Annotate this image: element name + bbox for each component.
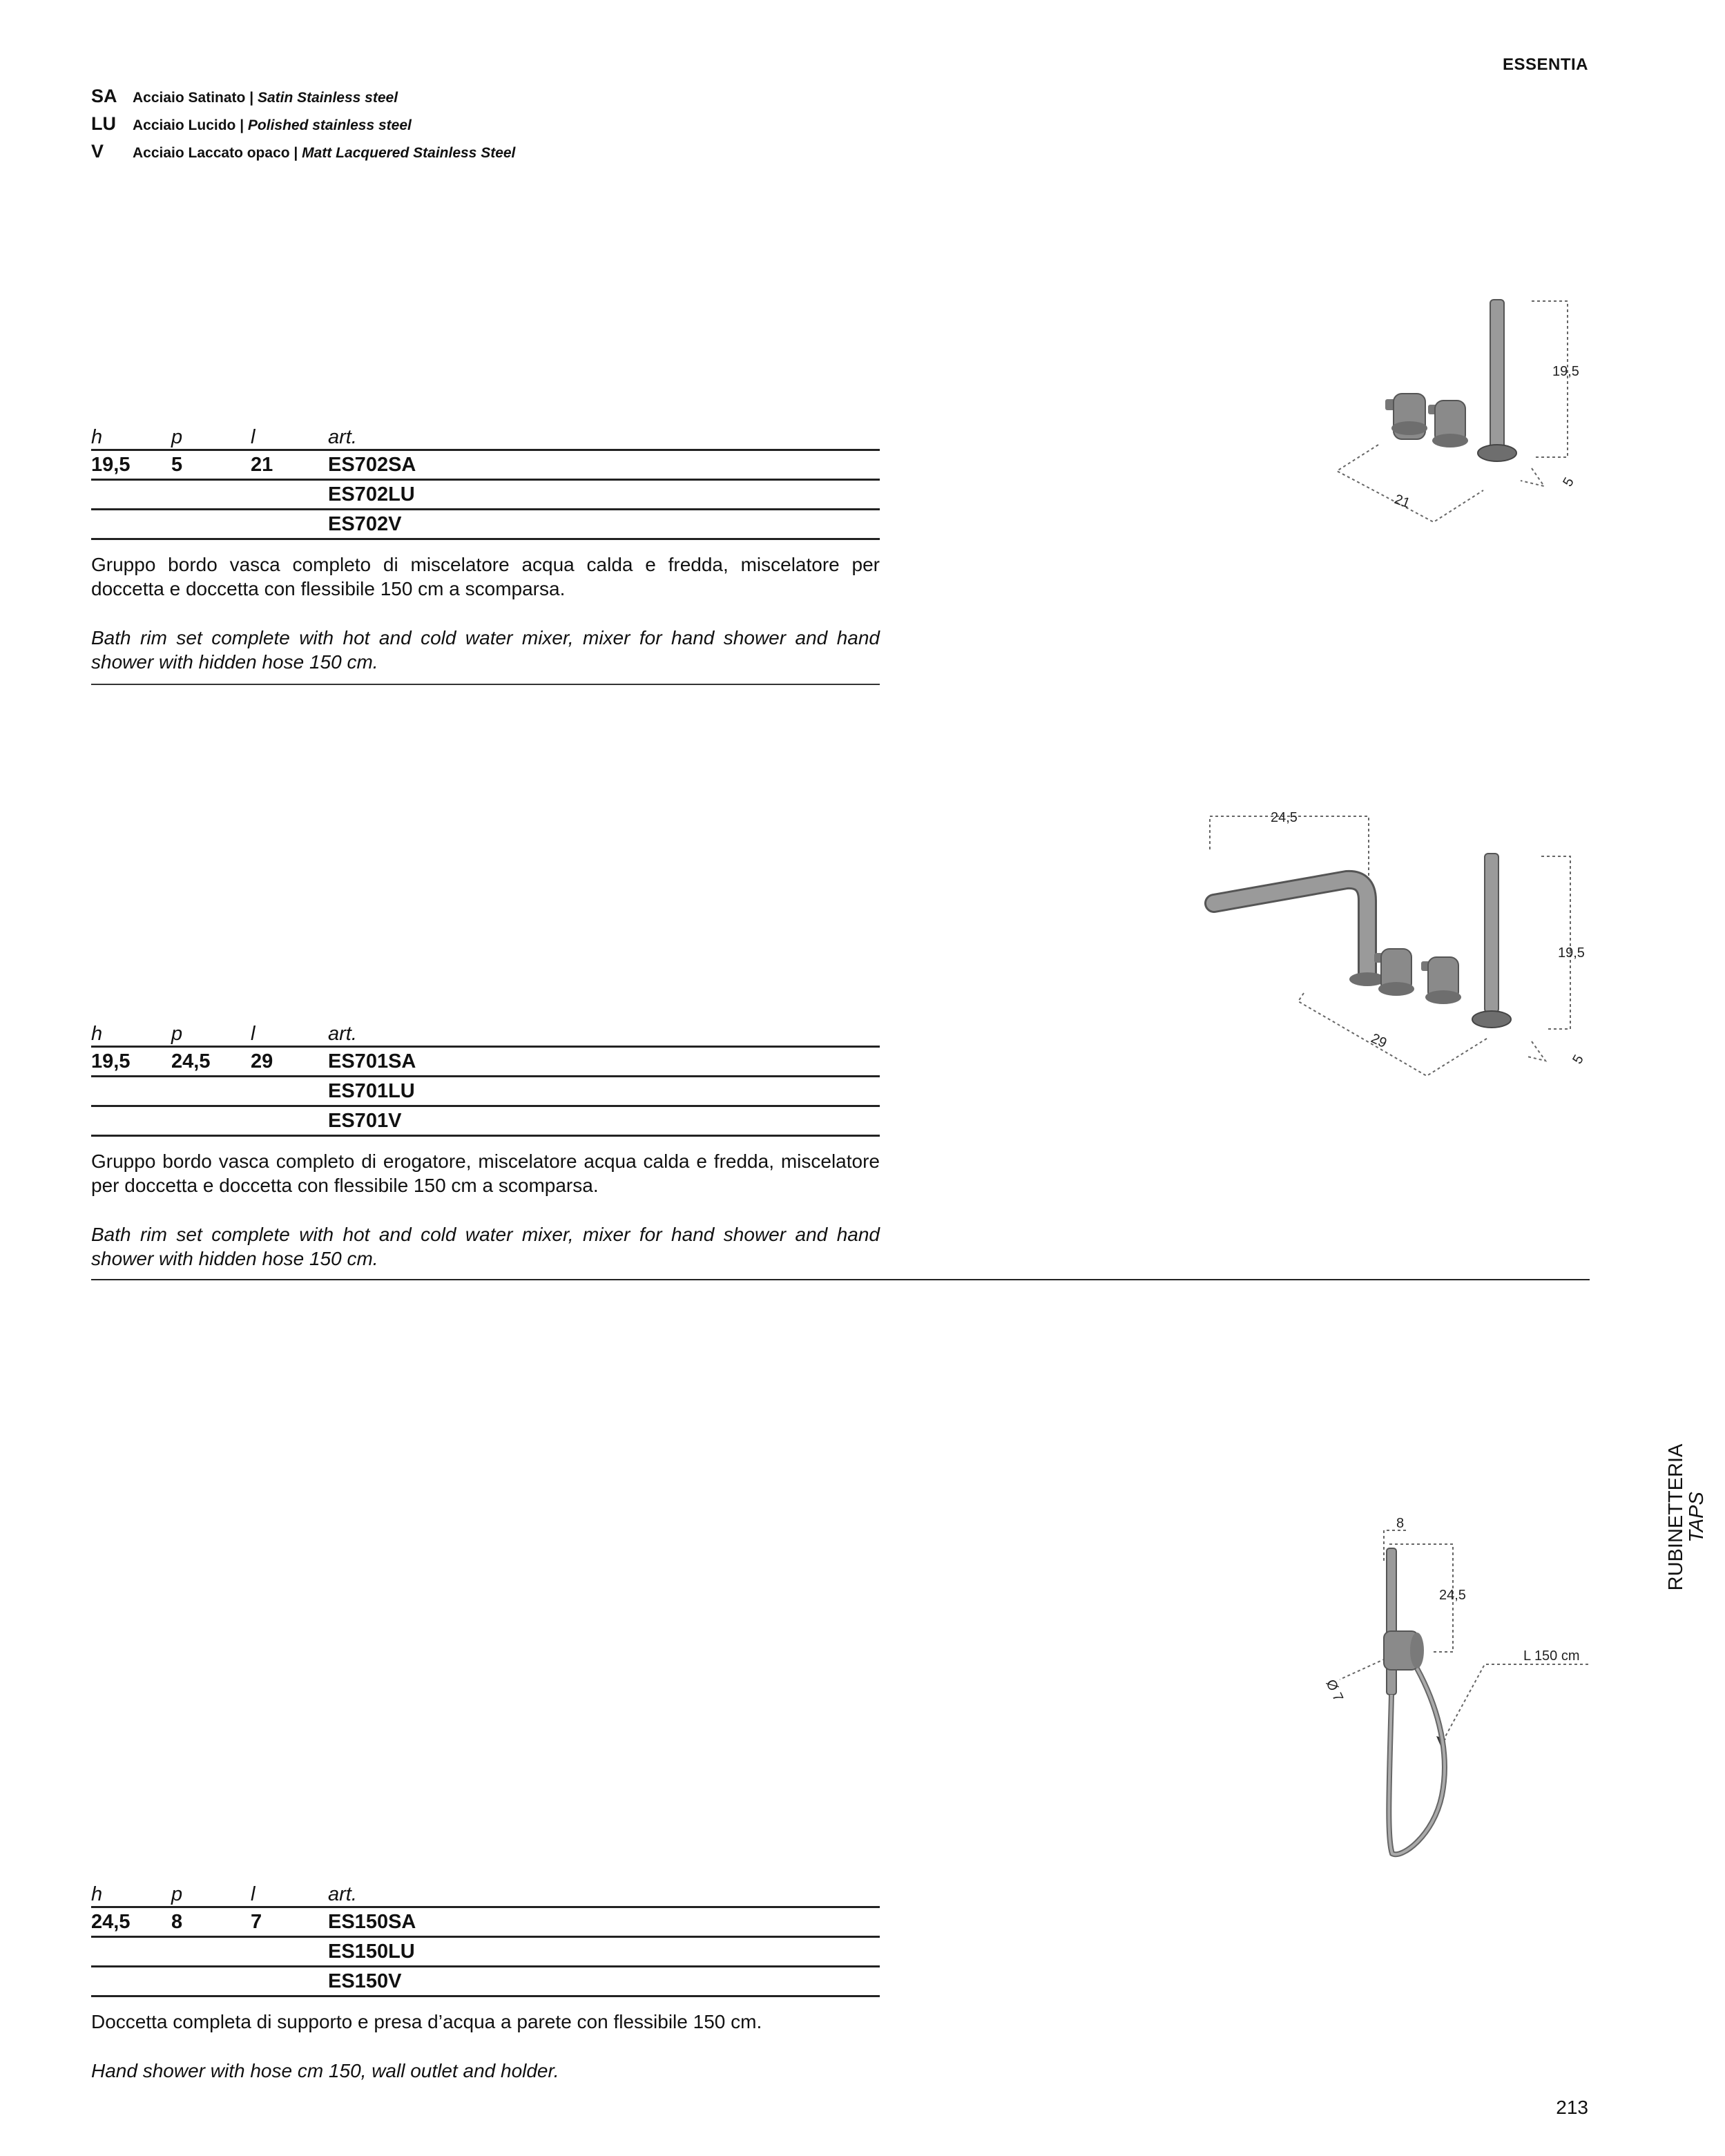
- dim-width: 29: [1368, 1030, 1389, 1051]
- spout-icon: [1214, 880, 1385, 986]
- header-p: p: [171, 1019, 251, 1047]
- product-es150: [91, 1880, 880, 2083]
- value-l: 21: [251, 450, 328, 480]
- side-label-en: TAPS: [1686, 1492, 1708, 1543]
- value-l: 29: [251, 1047, 328, 1077]
- header-h: h: [91, 423, 171, 450]
- hand-shower-icon: [1478, 300, 1516, 461]
- table-row: [91, 1937, 880, 1967]
- side-section-label: [1652, 1445, 1721, 1590]
- table-row: [91, 1047, 880, 1077]
- header-p: p: [171, 423, 251, 450]
- article-code: ES150LU: [328, 1937, 880, 1967]
- spec-table: [91, 1019, 880, 1137]
- page-number: 213: [1556, 2097, 1588, 2118]
- side-label-it: RUBINETTERIA: [1665, 1443, 1687, 1591]
- value-l: 7: [251, 1907, 328, 1937]
- header-art: art.: [328, 423, 880, 450]
- product-es701: [91, 1019, 880, 1271]
- hand-shower-icon: [1472, 854, 1511, 1028]
- height-dimension-line: [1541, 856, 1570, 1029]
- header-art: art.: [328, 1019, 880, 1047]
- description-en: Bath rim set complete with hot and cold water mixer, mixer for hand shower and hand shower with hidden hose 150 cm.: [91, 627, 880, 673]
- depth-dimension-line: [1521, 468, 1544, 486]
- depth-dimension-line: [1528, 1041, 1545, 1061]
- description-en: Bath rim set complete with hot and cold water mixer, mixer for hand shower and hand shower with hidden hose 150 cm.: [91, 1224, 880, 1269]
- table-row: [91, 510, 880, 539]
- table-row: [91, 480, 880, 510]
- diameter-dimension-line: [1340, 1659, 1385, 1679]
- mixer-1-icon: [1385, 394, 1427, 439]
- header-l: l: [251, 423, 328, 450]
- finish-code: V: [91, 141, 104, 162]
- brand-name: ESSENTIA: [1502, 55, 1588, 74]
- article-code: ES701LU: [328, 1077, 880, 1106]
- es150-technical-drawing: [1298, 1505, 1602, 1878]
- mixer-2-icon: [1428, 401, 1468, 447]
- hose-icon: [1389, 1668, 1445, 1854]
- value-h: 24,5: [91, 1907, 171, 1937]
- article-code: ES702V: [328, 510, 880, 539]
- table-row: [91, 450, 880, 480]
- article-code: ES702LU: [328, 480, 880, 510]
- finish-code: LU: [91, 113, 116, 134]
- product-es702: [91, 423, 880, 685]
- finish-description: Acciaio Laccato opaco | Matt Lacquered Stainless Steel: [133, 145, 516, 161]
- value-h: 19,5: [91, 1047, 171, 1077]
- dim-depth: 8: [1396, 1516, 1405, 1531]
- description-it: Gruppo bordo vasca completo di erogatore, miscelatore acqua calda e fredda, miscelatore per doccetta e doccetta con flessibile 150 cm a scomparsa.: [91, 1151, 880, 1196]
- dim-depth: 5: [1560, 474, 1577, 490]
- article-code: ES701SA: [328, 1047, 880, 1077]
- spec-table: [91, 423, 880, 540]
- header-l: l: [251, 1019, 328, 1047]
- finish-description: Acciaio Lucido | Polished stainless steel: [133, 117, 412, 133]
- finish-item: [91, 141, 515, 169]
- article-code: ES701V: [328, 1106, 880, 1136]
- es701-technical-drawing: [1193, 807, 1608, 1104]
- table-row: [91, 1967, 880, 1996]
- table-row: [91, 1907, 880, 1937]
- dim-height: 19,5: [1552, 364, 1579, 379]
- value-p: 8: [171, 1907, 251, 1937]
- article-code: ES702SA: [328, 450, 880, 480]
- value-h: 19,5: [91, 450, 171, 480]
- dim-width: 21: [1392, 492, 1412, 512]
- finish-legend: [91, 86, 515, 169]
- dim-height: 19,5: [1558, 945, 1585, 961]
- finish-item: [91, 113, 515, 141]
- dim-height: 24,5: [1439, 1588, 1466, 1603]
- finish-description: Acciaio Satinato | Satin Stainless steel: [133, 90, 398, 106]
- finish-item: [91, 86, 515, 113]
- dim-hose: L 150 cm: [1523, 1648, 1580, 1664]
- table-row: [91, 1106, 880, 1136]
- spec-header-row: [91, 1880, 880, 1907]
- width-dimension-line: [1337, 445, 1483, 522]
- es702-technical-drawing: [1312, 290, 1602, 518]
- article-code: ES150V: [328, 1967, 880, 1996]
- description-en: Hand shower with hose cm 150, wall outlet and holder.: [91, 2060, 559, 2081]
- header-h: h: [91, 1880, 171, 1907]
- mixer-2-icon: [1421, 957, 1461, 1004]
- article-code: ES150SA: [328, 1907, 880, 1937]
- value-p: 5: [171, 450, 251, 480]
- dim-diameter: Ø 7: [1322, 1677, 1347, 1704]
- spec-header-row: [91, 1019, 880, 1047]
- value-p: 24,5: [171, 1047, 251, 1077]
- table-row: [91, 1077, 880, 1106]
- header-art: art.: [328, 1880, 880, 1907]
- spec-table: [91, 1880, 880, 1997]
- header-l: l: [251, 1880, 328, 1907]
- header-p: p: [171, 1880, 251, 1907]
- section-divider: [91, 1279, 1590, 1280]
- description-it: Doccetta completa di supporto e presa d’acqua a parete con flessibile 150 cm.: [91, 2011, 762, 2032]
- width-dimension-line: [1298, 993, 1489, 1076]
- description-it: Gruppo bordo vasca completo di miscelatore acqua calda e fredda, miscelatore per doccetta e doccetta con flessibile 150 cm a scomparsa.: [91, 554, 880, 599]
- dim-depth: 5: [1570, 1052, 1587, 1067]
- mixer-1-icon: [1374, 949, 1414, 996]
- header-h: h: [91, 1019, 171, 1047]
- hose-leader-line: [1443, 1664, 1588, 1740]
- dim-spout: 24,5: [1271, 810, 1298, 825]
- finish-code: SA: [91, 86, 117, 106]
- height-dimension-line: [1532, 301, 1568, 457]
- spec-header-row: [91, 423, 880, 450]
